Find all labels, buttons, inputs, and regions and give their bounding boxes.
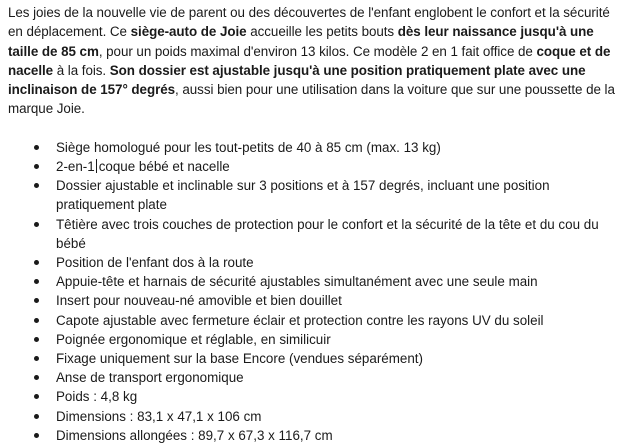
feature-item-dossier: Dossier ajustable et inclinable sur 3 positions et à 157 degrés, incluant une position pratiquement plate	[8, 176, 623, 214]
feature-item-fixage: Fixage uniquement sur la base Encore (vendues séparément)	[8, 349, 623, 368]
feature-item-capote: Capote ajustable avec fermeture éclair et protection contre les rayons UV du soleil	[8, 311, 623, 330]
intro-text-1: Les joies de la nouvelle vie de parent ou des découvertes de l'enfant englobent le confort et la sécurité en déplacement. Ce	[8, 5, 610, 40]
feature-item-tetiere: Têtière avec trois couches de protection pour le confort et la sécurité de la tête et du cou du bébé	[8, 215, 623, 253]
feature-item-harnais: Appuie-tête et harnais de sécurité ajustables simultanément avec une seule main	[8, 272, 623, 291]
text-cursor	[96, 159, 97, 173]
feature-list	[8, 138, 623, 445]
feature-item-dimensions: Dimensions : 83,1 x 47,1 x 106 cm	[8, 407, 623, 426]
feature-item-dimensions-allongees: Dimensions allongées : 89,7 x 67,3 x 116,7 cm	[8, 426, 623, 445]
feature-item-2-en-1[interactable]	[8, 157, 623, 176]
feature-item-insert: Insert pour nouveau-né amovible et bien douillet	[8, 291, 623, 310]
feature-item-poignee: Poignée ergonomique et réglable, en similicuir	[8, 330, 623, 349]
feature-item-position: Position de l'enfant dos à la route	[8, 253, 623, 272]
feature-item-anse: Anse de transport ergonomique	[8, 368, 623, 387]
intro-bold-recline: Son dossier est ajustable jusqu'à une position pratiquement plate avec une inclinaison de 157° degrés	[8, 62, 586, 98]
intro-text-2: accueille les petits bouts	[246, 24, 398, 40]
intro-text-4: à la fois.	[53, 62, 110, 78]
feature-item-homologation: Siège homologué pour les tout-petits de 40 à 85 cm (max. 13 kg)	[8, 138, 623, 157]
intro-bold-product: siège-auto de Joie	[130, 24, 247, 40]
intro-paragraph	[8, 3, 623, 119]
intro-text-3: , pour un poids maximal d'environ 13 kilos. Ce modèle 2 en 1 fait office de	[98, 43, 537, 59]
intro-bold-type: coque et de nacelle	[8, 43, 611, 78]
intro-bold-size: dès leur naissance jusqu'à une taille de 85 cm	[8, 24, 594, 59]
feature-item-poids: Poids : 4,8 kg	[8, 387, 623, 406]
feature-item-2-en-1-prefix: 2-en-1	[56, 158, 95, 174]
intro-text-5: , aussi bien pour une utilisation dans la voiture que sur une poussette de la marque Joie.	[8, 82, 615, 117]
feature-item-2-en-1-suffix: coque bébé et nacelle	[98, 158, 230, 174]
